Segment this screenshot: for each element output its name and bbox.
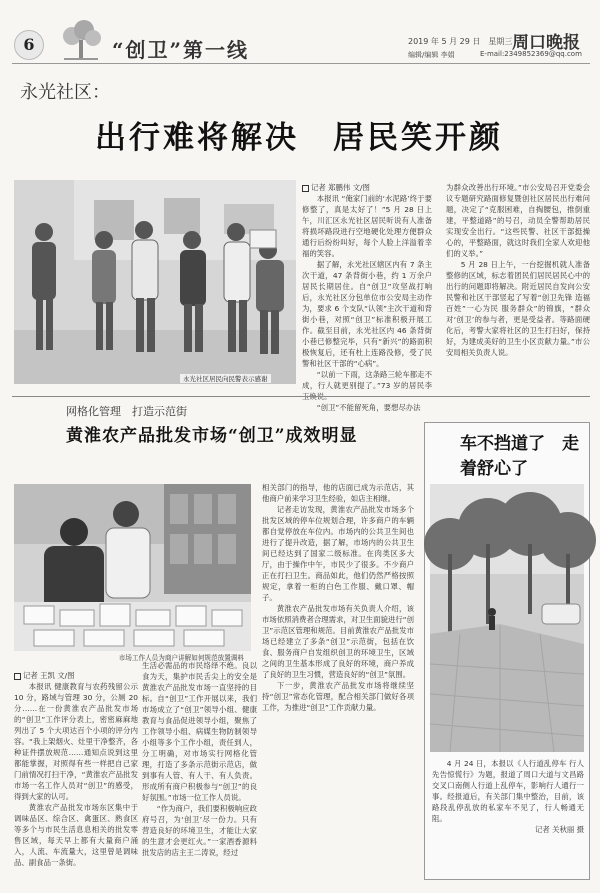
sidebar-byline: 记者 关秋丽 摄 bbox=[534, 825, 584, 834]
article2-paragraph: 下一步，黄淮农产品批发市场将继续坚持“创卫”常态化管理，配合相关部门做好各项工作，为推进“创卫”工作贡献力量。 bbox=[262, 681, 414, 712]
article2-paragraph: 相关部门的指导，他的店面已成为示范店，其他商户前来学习卫生经验，如店主相继。 bbox=[262, 483, 414, 503]
tree-logo-icon bbox=[58, 20, 104, 62]
article1-paragraph: “创卫”不能留死角，要想尽办法 bbox=[316, 403, 421, 412]
article1-paragraph: 本报讯 “俺家门前的‘水泥路’终于要修整了，真是太好了！”5 月 28 日上午，川汇区永光社区居民听说有人准备将损坏路段进行空地硬化处理方便群众通行后纷纷叫好，每个人脸上洋溢着幸福的笑容。 bbox=[302, 194, 432, 258]
section-title: “创卫”第一线 bbox=[112, 38, 250, 62]
byline-box-icon bbox=[14, 673, 21, 680]
newspaper-name: 周口晚报 bbox=[512, 33, 580, 53]
article1-byline-text: 记者 郑鹏伟 文/图 bbox=[311, 183, 370, 192]
article2-paragraph: 黄淮农产品批发市场有关负责人介绍，该市场依照消费者合理需求，对卫生面貌进行“创卫”示范区管理和规范。目前黄淮农产品批发市场已经建立了多条“创卫”示范街，包括在饮食、服务商户自发组织创卫的环境卫生，区域之间的卫生基本形成了良好的环境，商户养成了良好的卫生习惯，营造良好的“创卫”氛围。 bbox=[262, 604, 414, 679]
article-divider bbox=[12, 396, 590, 397]
article2-paragraph: 本报讯 健康教育与农药残留公示 10 分，路域与管理 30 分，公厕 20 分……在一份黄淮农产品批发市场的“创卫”工作评分表上，密密麻麻地列出了 5 个大项达百个小项的评分内容。“我上架烟火、灶里干净整齐，各种证件摆放规范……通知点说到这里都能掌握，对照得有些一样把自己家门前情况打扫干净，“黄淮农产品批发市场一名工作人员对“创卫”的感受，得到大家的认可。 bbox=[14, 682, 138, 801]
article1-column-2 bbox=[446, 182, 590, 394]
article2-paragraph: “作为商户，我们要积极响应政府号召，为‘创卫’尽一份力。只有营造良好的环境卫生，才能让大家的生意才会更红火。”一家酒香源料批发店的店主王二涛说，经过 bbox=[142, 804, 257, 857]
editor-credit: 编辑/编辑 李娟 bbox=[408, 51, 455, 59]
article2-paragraph: 黄淮农产品批发市场东区集中于调味品区、综合区、禽蛋区、熟食区等多个与市民生活息息相关的批发零售区域，每天早上都有大量商户涌入，人流、车流量大，这里曾是调味品、副食品一条街。 bbox=[14, 803, 138, 867]
sidebar-photo bbox=[430, 484, 584, 752]
sidebar-caption-block bbox=[432, 758, 584, 876]
article2-kicker: 网格化管理 打造示范街 bbox=[66, 405, 187, 418]
article2-paragraph: 记者走访发现，黄淮农产品批发市场多个批发区域的停车位规划合理，许多商户的车辆都自觉停放在车位内。市场内的公共卫生间也进行了提升改造，据了解，市场内的公共卫生间已经达到了国家二级标准。在肉类区多大厅，由于操作中午，市民少了很多。不少商户正在打扫卫生。商品如此，他们仍然严格按照规定，拿着一柜的白色工作服、戴口罩、帽子。 bbox=[262, 505, 414, 602]
sidebar-headline: 车不挡道了 走着舒心了 bbox=[460, 434, 579, 479]
article1-paragraph: “以前一下雨，这条路三轮车都走不成，行人就更别提了。”73 岁的居民李 bbox=[302, 370, 432, 390]
header-divider bbox=[12, 63, 590, 64]
page-header bbox=[0, 0, 600, 66]
sidebar-caption: 4 月 24 日，本报以《人行道乱停车 行人先告惊慌行》为题，报道了周口大道与文昌路交叉口南侧人行道上乱停车，影响行人通行一事。经报道后，有关部门集中整治，目前，该路段乱停乱放的私家车不见了，行人畅通无阻。 bbox=[432, 759, 584, 823]
article1-photo-caption: 永光社区居民向民警表示感谢 bbox=[180, 374, 271, 383]
article2-byline-text: 记者 王凯 文/图 bbox=[23, 671, 75, 680]
editor-email: E-mail:2349852369@qq.com bbox=[480, 50, 582, 58]
article2-photo bbox=[14, 484, 251, 651]
article2-paragraph: 生活必需品的市民络绎不绝。良以食为天，集护市民舌尖上的安全是黄淮农产品批发市场一直坚持的目标。自“创卫”工作开展以来，我们市场成立了“创卫”领导小组、健康教育与食品促进领导小组，聚焦了工作领导小组、病媒生物防制领导小组等多个工作小组，责任到人，分工明确，对市场实行网格化管理，打造了多条示范街示范店，做到事有人管、有人干、有人负责。形成所有商户积极参与“创卫”的良好氛围。”市场一位工作人员说。 bbox=[142, 661, 257, 802]
article1-headline: 出行难将解决 居民笑开颜 bbox=[95, 120, 503, 156]
article1-byline bbox=[302, 182, 432, 193]
article2-column-2 bbox=[142, 660, 257, 882]
article1-photo bbox=[14, 180, 296, 384]
article2-byline bbox=[14, 670, 138, 681]
article1-kicker: 永光社区： bbox=[20, 82, 110, 103]
article2-photo-caption: 市场工作人员为商户讲解如何规范放置调料 bbox=[118, 654, 244, 662]
article1-paragraph: 据了解，永光社区辖区内有 7 条主次干道，47 条背街小巷，约 1 万余户居民长期居住。自“创卫”攻坚战打响后，永光社区分包单位市公安局主动作为，要求 6 个支队“认领”主次干道和背街小巷，对照“创卫”标准积极开展工作。截至目前，永光社区内 46 条背街小巷已修整完毕，只有“新兴”的路面积极恢复后，还有杜上连路没修，受了民警和社区干部的“心病”。 bbox=[302, 260, 432, 368]
issue-date: 2019 年 5 月 29 日 星期三 bbox=[408, 37, 513, 46]
article1-paragraph: 为群众改善出行环境。”市公安局召开党委会议专题研究路面修复暨创社区居民出行难问题，决定了“克服困难，自掏腰包，推倒重建，平整道路”的号召，动员全警帮助居民实现安全出行。“这些民警、社区干部挺操心的，平整路面，就这时我们全家人欢迎他们的义举。” bbox=[446, 183, 590, 258]
article2-headline: 黄淮农产品批发市场“创卫”成效明显 bbox=[66, 426, 358, 446]
article2-column-3 bbox=[262, 482, 414, 882]
byline-box-icon bbox=[302, 185, 309, 192]
article2-column-1 bbox=[14, 670, 138, 882]
article1-paragraph: 5 月 28 日上午，一台挖掘机就人准备整修的区域，标志着团民们居民居民心中的出行的问题即将解决。附近居民自发向公安民警和社区干部竖起了写着“创卫先锋 造福百姓”一心为民 服务群众”的锦旗，“群众对‘创卫’的参与者，更是受益者。等路面硬化后，考警大家将社区的卫生打扫好，保持好，为建成美好的卫生小区贡献力量。”市公安局相关负责人说。 bbox=[446, 260, 590, 357]
page-number: 6 bbox=[14, 30, 44, 60]
article1-column-1 bbox=[302, 182, 432, 412]
